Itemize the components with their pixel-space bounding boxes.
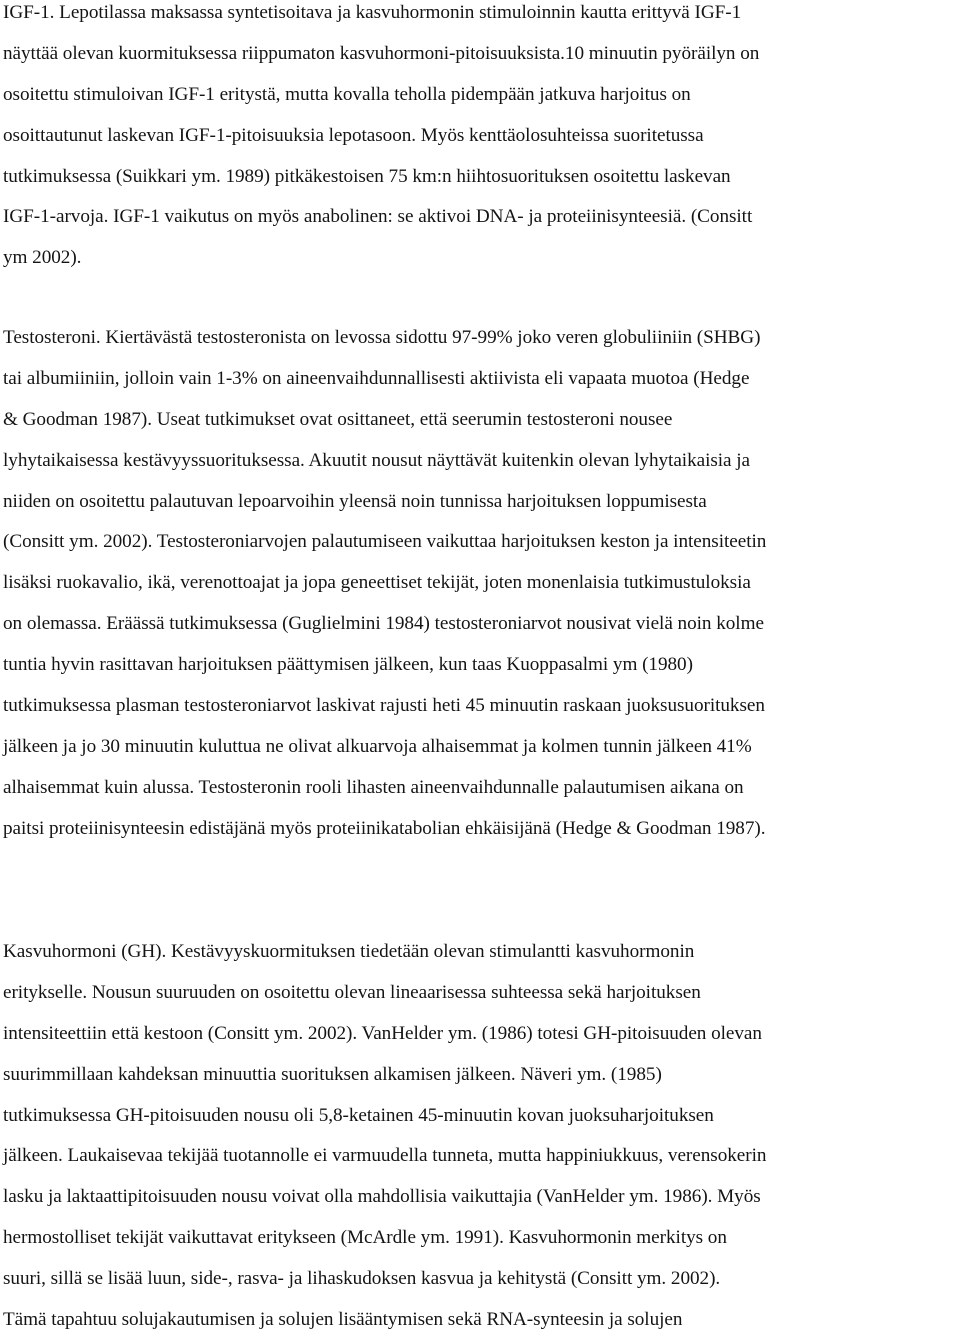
paragraph-testosteroni <box>3 318 766 850</box>
text-line: tutkimuksessa GH-pitoisuuden nousu oli 5,8-ketainen 45-minuutin kovan juoksuharjoituksen <box>3 1104 714 1126</box>
text-line: Kasvuhormoni (GH). Kestävyyskuormituksen tiedetään olevan stimulantti kasvuhormonin <box>3 941 695 962</box>
text-line: osoittautunut laskevan IGF-1-pitoisuuksia lepotasoon. Myös kenttäolosuhteissa suoritetussa <box>3 124 704 146</box>
text-line: IGF-1-arvoja. IGF-1 vaikutus on myös anabolinen: se aktivoi DNA- ja proteiinisynteesiä. (Consitt <box>3 206 753 228</box>
text-line: eritykselle. Nousun suuruuden on osoitettu olevan lineaarisessa suhteessa sekä harjoituksen <box>3 981 701 1003</box>
text-line: intensiteettiin että kestoon (Consitt ym. 2002). VanHelder ym. (1986) totesi GH-pitoisuuden olevan <box>3 1022 762 1044</box>
text-line: (Consitt ym. 2002). Testosteroniarvojen palautumiseen vaikuttaa harjoituksen keston ja intensiteetin <box>3 531 767 553</box>
text-line: ym 2002). <box>3 247 82 269</box>
text-line: IGF-1. Lepotilassa maksassa syntetisoitava ja kasvuhormonin stimuloinnin kautta erittyvä IGF-1 <box>3 2 742 23</box>
text-line: lisäksi ruokavalio, ikä, verenottoajat ja jopa geneettiset tekijät, joten monenlaisia tutkimustuloksia <box>3 572 751 594</box>
paragraph-igf1 <box>3 0 759 279</box>
text-line: paitsi proteiinisynteesin edistäjänä myös proteiinikatabolian ehkäisijänä (Hedge & Goodman 1987). <box>3 817 766 839</box>
text-line: & Goodman 1987). Useat tutkimukset ovat osittaneet, että seerumin testosteroni nousee <box>3 408 673 430</box>
text-line: osoitettu stimuloivan IGF-1 eritystä, mutta kovalla teholla pidempään jatkuva harjoitus on <box>3 83 691 105</box>
paragraph-kasvuhormoni <box>3 932 766 1337</box>
text-line: Testosteroni. Kiertävästä testosteronista on levossa sidottu 97-99% joko veren globuliiniin (SHBG) <box>3 327 761 348</box>
text-line: lasku ja laktaattipitoisuuden nousu voivat olla mahdollisia vaikuttajia (VanHelder ym. 1986). Myös <box>3 1186 761 1208</box>
text-line: lyhytaikaisessa kestävyyssuorituksessa. Akuutit nousut näyttävät kuitenkin olevan lyhytaikaisia ja <box>3 449 751 471</box>
text-line: jälkeen ja jo 30 minuutin kuluttua ne olivat alkuarvoja alhaisemmat ja kolmen tunnin jälkeen 41% <box>3 735 752 757</box>
text-line: Tämä tapahtuu solujakautumisen ja solujen lisääntymisen sekä RNA-synteesin ja solujen <box>3 1309 683 1331</box>
text-line: tai albumiiniin, jolloin vain 1-3% on aineenvaihdunnallisesti aktiivista eli vapaata muotoa (Hedge <box>3 367 750 389</box>
text-line: alhaisemmat kuin alussa. Testosteronin rooli lihasten aineenvaihdunnalle palautumisen aikana on <box>3 776 744 798</box>
text-line: suurimmillaan kahdeksan minuuttia suorituksen alkamisen jälkeen. Näveri ym. (1985) <box>3 1063 662 1085</box>
text-line: näyttää olevan kuormituksessa riippumaton kasvuhormoni-pitoisuuksista.10 minuutin pyöräilyn on <box>3 42 760 64</box>
text-line: niiden on osoitettu palautuvan lepoarvoihin yleensä noin tunnissa harjoituksen loppumisesta <box>3 490 707 512</box>
text-line: tutkimuksessa (Suikkari ym. 1989) pitkäkestoisen 75 km:n hiihtosuorituksen osoitettu laskevan <box>3 165 731 187</box>
text-line: on olemassa. Eräässä tutkimuksessa (Guglielmini 1984) testosteroniarvot nousivat vielä noin kolme <box>3 613 764 635</box>
text-line: jälkeen. Laukaisevaa tekijää tuotannolle ei varmuudella tunneta, mutta happiniukkuus, verensokerin <box>3 1145 767 1167</box>
text-line: suuri, sillä se lisää luun, side-, rasva- ja lihaskudoksen kasvua ja kehitystä (Consitt ym. 2002). <box>3 1268 721 1290</box>
text-line: tuntia hyvin rasittavan harjoituksen päättymisen jälkeen, kun taas Kuoppasalmi ym (1980) <box>3 654 693 676</box>
text-line: hermostolliset tekijät vaikuttavat eritykseen (McArdle ym. 1991). Kasvuhormonin merkitys on <box>3 1227 727 1249</box>
text-line: tutkimuksessa plasman testosteroniarvot laskivat rajusti heti 45 minuutin raskaan juoksusuorituksen <box>3 695 765 717</box>
